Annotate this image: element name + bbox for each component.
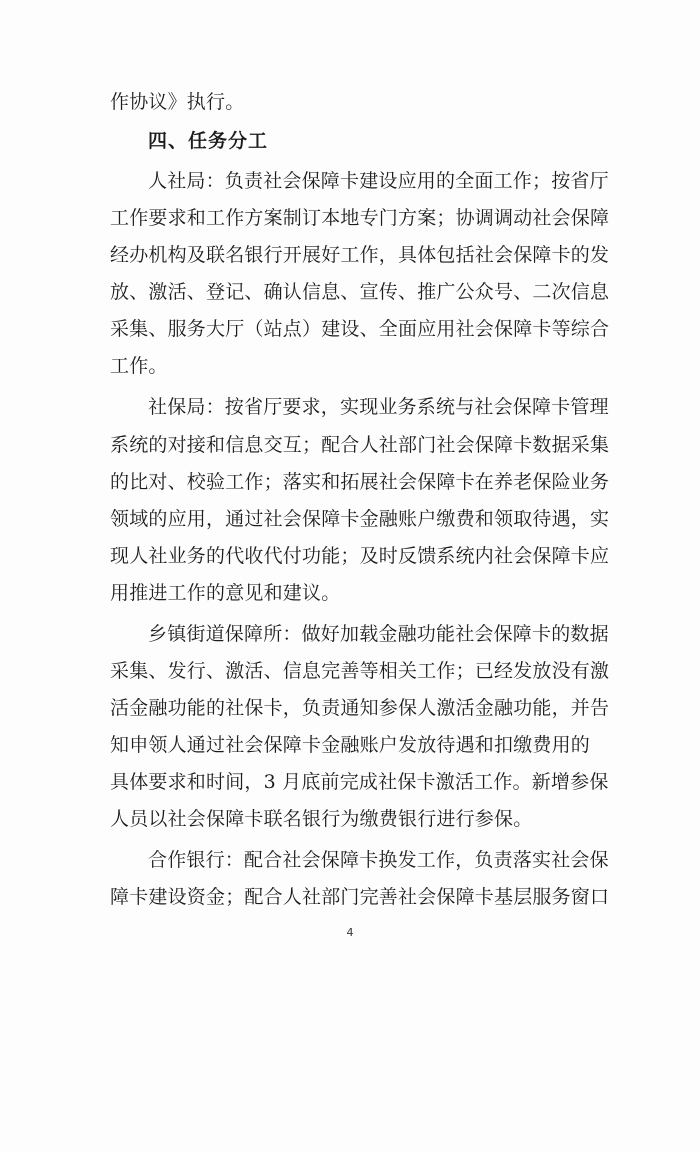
paragraph-line: 采集、服务大厅（站点）建设、全面应用社会保障卡等综合: [110, 318, 610, 340]
paragraph-line: 现人社业务的代收代付功能；及时反馈系统内社会保障卡应: [110, 545, 610, 567]
paragraph-line: 经办机构及联名银行开展好工作，具体包括社会保障卡的发: [110, 244, 610, 266]
paragraph-line: 工作。: [110, 355, 168, 377]
paragraph-line: 放、激活、登记、确认信息、宣传、推广公众号、二次信息: [110, 281, 610, 303]
paragraph-line: 系统的对接和信息交互；配合人社部门社会保障卡数据采集: [110, 434, 610, 456]
paragraph-line: 障卡建设资金；配合人社部门完善社会保障卡基层服务窗口: [110, 886, 610, 908]
paragraph-line: 用推进工作的意见和建议。: [110, 582, 341, 604]
paragraph-line: 领域的应用，通过社会保障卡金融账户缴费和领取待遇，实: [110, 508, 610, 530]
paragraph-line: 采集、发行、激活、信息完善等相关工作；已经发放没有激: [110, 660, 610, 682]
paragraph-line: 合作银行：配合社会保障卡换发工作，负责落实社会保: [148, 849, 609, 871]
paragraph-line: 的比对、校验工作；落实和拓展社会保障卡在养老保险业务: [110, 471, 610, 493]
paragraph-line: 人社局：负责社会保障卡建设应用的全面工作；按省厅: [148, 170, 609, 192]
paragraph-line: 工作要求和工作方案制订本地专门方案；协调调动社会保障: [110, 207, 610, 229]
continuation-line: 作协议》执行。: [110, 91, 245, 113]
page-number: 4: [346, 926, 354, 939]
paragraph-line: 具体要求和时间，3 月底前完成社保卡激活工作。新增参保: [110, 771, 609, 793]
paragraph-line: 人员以社会保障卡联名银行为缴费银行进行参保。: [110, 808, 533, 830]
section-heading: 四、任务分工: [148, 130, 269, 152]
paragraph-line: 社保局：按省厅要求，实现业务系统与社会保障卡管理: [148, 396, 609, 418]
paragraph-line: 知申领人通过社会保障卡金融账户发放待遇和扣缴费用的: [110, 734, 591, 756]
paragraph-line: 乡镇街道保障所：做好加载金融功能社会保障卡的数据: [148, 623, 609, 645]
paragraph-line: 活金融功能的社保卡，负责通知参保人激活金融功能，并告: [110, 697, 610, 719]
